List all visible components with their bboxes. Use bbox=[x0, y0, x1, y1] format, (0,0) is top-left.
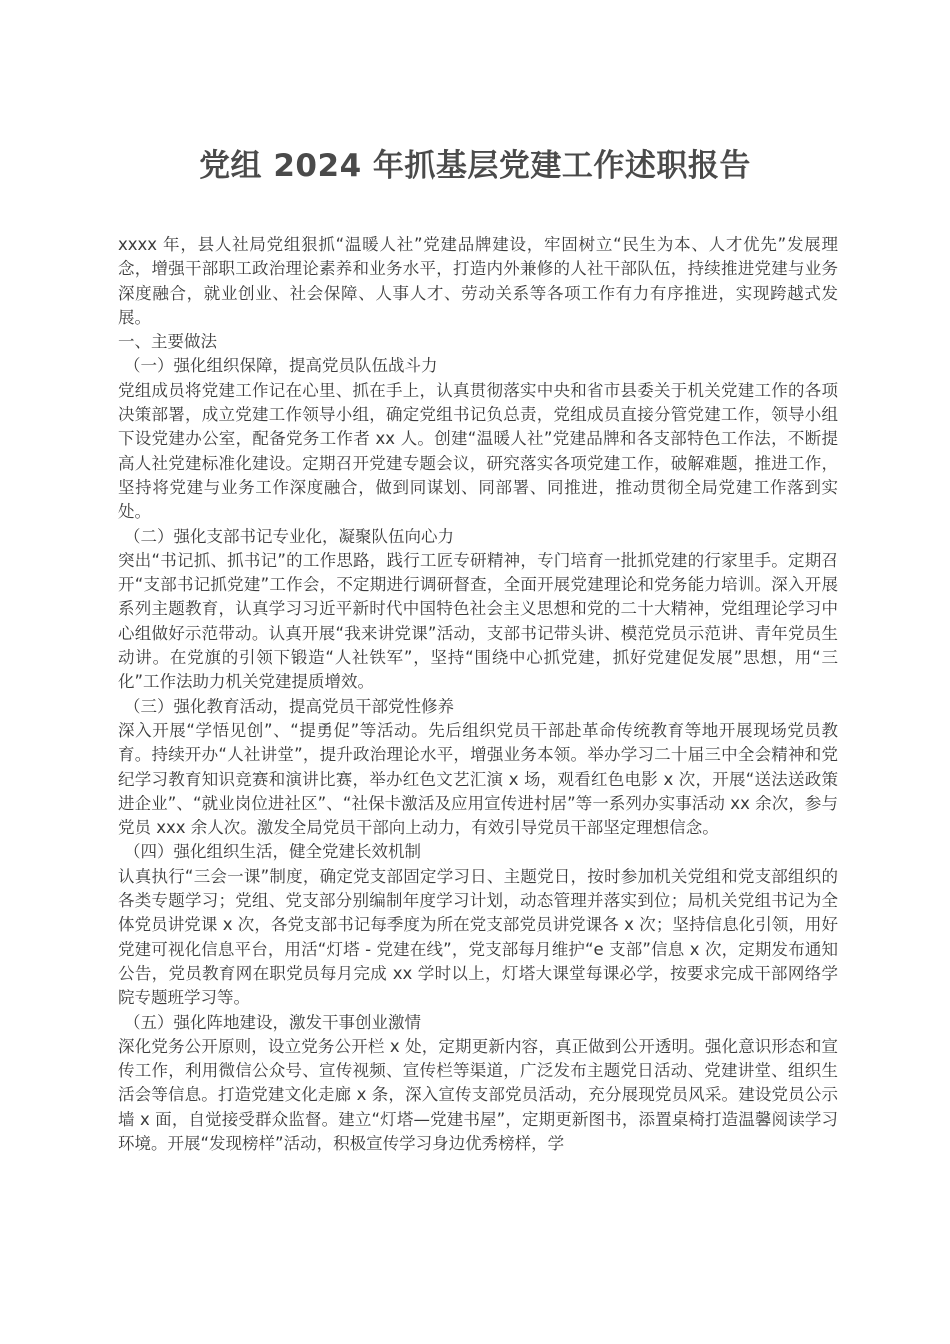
subsection-paragraph-5: 深化党务公开原则，设立党务公开栏 x 处，定期更新内容，真正做到公开透明。强化意识形态和宣传工作，利用微信公众号、宣传视频、宣传栏等渠道，广泛发布主题党日活动、党建讲堂、组织生活会等信息。打造党建文化走廊 x 条，深入宣传支部党员活动，充分展现党员风采。建设党员公示墙 x 面，自觉接受群众监督。建立“灯塔—党建书屋”，定期更新图书，添置桌椅打造温馨阅读学习环境。开展“发现榜样”活动，积极宣传学习身边优秀榜样，学 bbox=[118, 1036, 838, 1153]
subsection-heading-3: （三）强化教育活动，提高党员干部党性修养 bbox=[124, 696, 454, 716]
subsection-heading-4: （四）强化组织生活，健全党建长效机制 bbox=[124, 842, 421, 862]
subsection-heading-1: （一）强化组织保障，提高党员队伍战斗力 bbox=[124, 356, 438, 376]
subsection-paragraph-4: 认真执行“三会一课”制度，确定党支部固定学习日、主题党日，按时参加机关党组和党支部组织的各类专题学习；党组、党支部分别编制年度学习计划，动态管理并落实到位；局机关党组书记为全体党员讲党课 x 次，各党支部书记每季度为所在党支部党员讲党课各 x 次；坚持信息化引领，用好党建可视化信息平台，用活“灯塔 - 党建在线”，党支部每月维护“e 支部”信息 x 次，定期发布通知公告，党员教育网在职党员每月完成 xx 学时以上，灯塔大课堂每课必学，按要求完成干部网络学院专题班学习等。 bbox=[118, 866, 838, 1008]
subsection-heading-5: （五）强化阵地建设，激发干事创业激情 bbox=[124, 1012, 421, 1032]
subsection-heading-2: （二）强化支部书记专业化，凝聚队伍向心力 bbox=[124, 526, 454, 546]
subsection-paragraph-2: 突出“书记抓、抓书记”的工作思路，践行工匠专研精神，专门培育一批抓党建的行家里手。定期召开“支部书记抓党建”工作会，不定期进行调研督查，全面开展党建理论和党务能力培训。深入开展系列主题教育，认真学习习近平新时代中国特色社会主义思想和党的二十大精神，党组理论学习中心组做好示范带动。认真开展“我来讲党课”活动，支部书记带头讲、模范党员示范讲、青年党员生动讲。在党旗的引领下锻造“人社铁军”，坚持“围绕中心抓党建，抓好党建促发展”思想，用“三化”工作法助力机关党建提质增效。 bbox=[118, 550, 838, 692]
section-heading-main-practices: 一、主要做法 bbox=[118, 332, 217, 352]
subsection-paragraph-1: 党组成员将党建工作记在心里、抓在手上，认真贯彻落实中央和省市县委关于机关党建工作的各项决策部署，成立党建工作领导小组，确定党组书记负总责，党组成员直接分管党建工作，领导小组下设党建办公室，配备党务工作者 xx 人。创建“温暖人社”党建品牌和各支部特色工作法，不断提高人社党建标准化建设。定期召开党建专题会议，研究落实各项党建工作，破解难题，推进工作，坚持将党建与业务工作深度融合，做到同谋划、同部署、同推进，推动贯彻全局党建工作落到实处。 bbox=[118, 380, 838, 522]
intro-paragraph: xxxx 年，县人社局党组狠抓“温暖人社”党建品牌建设，牢固树立“民生为本、人才优先”发展理念，增强干部职工政治理论素养和业务水平，打造内外兼修的人社干部队伍，持续推进党建与业务深度融合，就业创业、社会保障、人事人才、劳动关系等各项工作有力有序推进，实现跨越式发展。 bbox=[118, 235, 838, 327]
document-body bbox=[118, 233, 838, 1156]
subsection-paragraph-3: 深入开展“学悟见创”、“提勇促”等活动。先后组织党员干部赴革命传统教育等地开展现场党员教育。持续开办“人社讲堂”，提升政治理论水平，增强业务本领。举办学习二十届三中全会精神和党纪学习教育知识竞赛和演讲比赛，举办红色文艺汇演 x 场，观看红色电影 x 次，开展“送法送政策进企业”、“就业岗位进社区”、“社保卡激活及应用宣传进村居”等一系列办实事活动 xx 余次，参与党员 xxx 余人次。激发全局党员干部向上动力，有效引导党员干部坚定理想信念。 bbox=[118, 720, 838, 838]
document-title: 党组 2024 年抓基层党建工作述职报告 bbox=[199, 148, 751, 184]
